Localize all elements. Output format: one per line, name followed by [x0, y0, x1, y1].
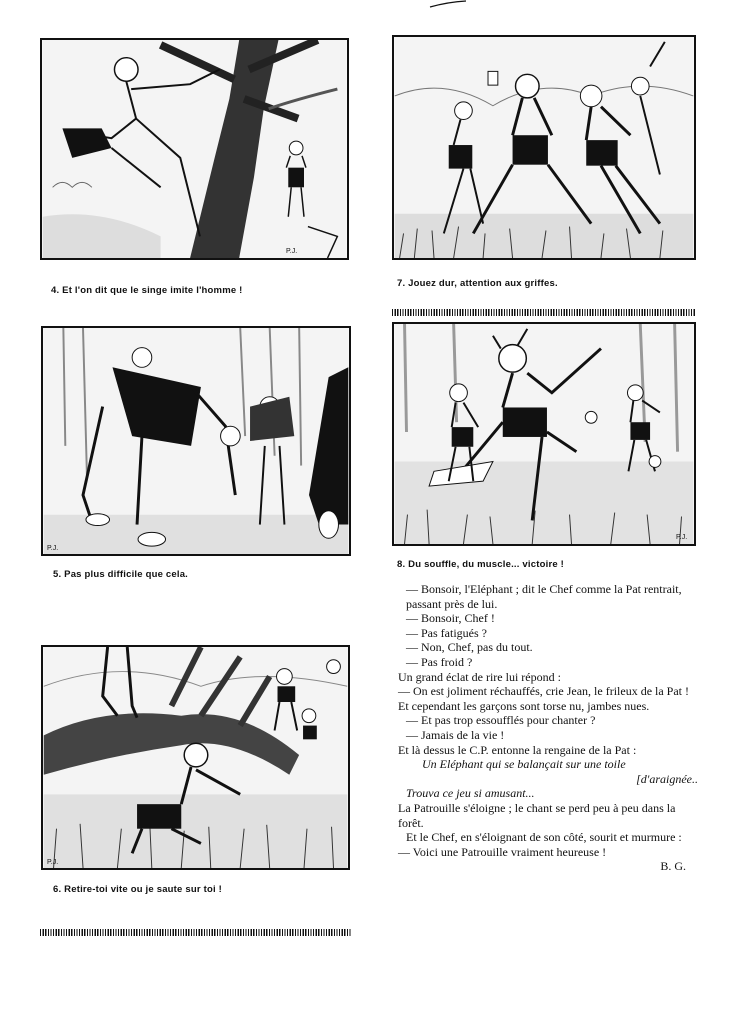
illustration-panel-5 — [41, 326, 351, 556]
race-illustration — [394, 324, 694, 544]
illustration-panel-6 — [41, 645, 350, 870]
illustration-panel-8 — [392, 322, 696, 546]
fallen-tree-illustration — [43, 647, 348, 868]
panel-4-signature: P.J. — [286, 248, 298, 255]
story-line: — Bonsoir, Chef ! — [406, 611, 495, 626]
scan-artifact-strip — [392, 309, 696, 316]
author-signature: B. G. — [660, 859, 686, 874]
caption-4: 4. Et l'on dit que le singe imite l'homme ! — [51, 285, 243, 296]
illustration-panel-7 — [392, 35, 696, 260]
story-line: — Pas fatigués ? — [406, 625, 487, 640]
story-line: — Et pas trop essoufflés pour chanter ? — [406, 713, 596, 728]
story-line: — On est joliment réchauffés, crie Jean, le frileux de la Pat ! — [398, 684, 690, 699]
panel-6-signature: P.J. — [47, 859, 59, 866]
story-line: — Voici une Patrouille vraiment heureuse ! — [398, 844, 607, 859]
story-line: La Patrouille s'éloigne ; le chant se perd peu à peu dans la forêt. — [398, 800, 676, 830]
song-line: Un Eléphant qui se balançait sur une toile — [422, 757, 626, 772]
panel-5-signature: P.J. — [47, 545, 59, 552]
story-line: Et le Chef, en s'éloignant de son côté, sourit et murmure : — [406, 830, 682, 845]
story-line: — Non, Chef, pas du tout. — [406, 640, 533, 655]
wrestling-illustration — [394, 37, 694, 258]
bottom-border-strip — [40, 929, 351, 936]
story-line: Un grand éclat de rire lui répond : — [398, 669, 561, 684]
caption-6: 6. Retire-toi vite ou je saute sur toi ! — [53, 884, 223, 895]
tree-climbing-illustration — [42, 40, 347, 258]
story-text — [398, 582, 698, 874]
song-line: [d'araignée.. — [636, 771, 698, 786]
caption-8: 8. Du souffle, du muscle... victoire ! — [397, 559, 565, 570]
story-line: Et cependant les garçons sont torse nu, jambes nues. — [398, 698, 650, 713]
song-line: Trouva ce jeu si amusant... — [406, 786, 535, 801]
piggyback-illustration — [43, 328, 349, 554]
illustration-panel-4 — [40, 38, 349, 260]
story-line: — Jamais de la vie ! — [406, 727, 505, 742]
ink-scratch — [428, 0, 468, 8]
story-line: — Pas froid ? — [406, 654, 473, 669]
story-line: — Bonsoir, l'Eléphant ; dit le Chef comme la Pat rentrait, passant près de lui. — [406, 582, 682, 611]
panel-8-signature: P.J. — [676, 534, 688, 541]
caption-7: 7. Jouez dur, attention aux griffes. — [397, 278, 558, 289]
caption-5: 5. Pas plus difficile que cela. — [53, 569, 189, 580]
story-line: Et là dessus le C.P. entonne la rengaine de la Pat : — [398, 742, 637, 757]
